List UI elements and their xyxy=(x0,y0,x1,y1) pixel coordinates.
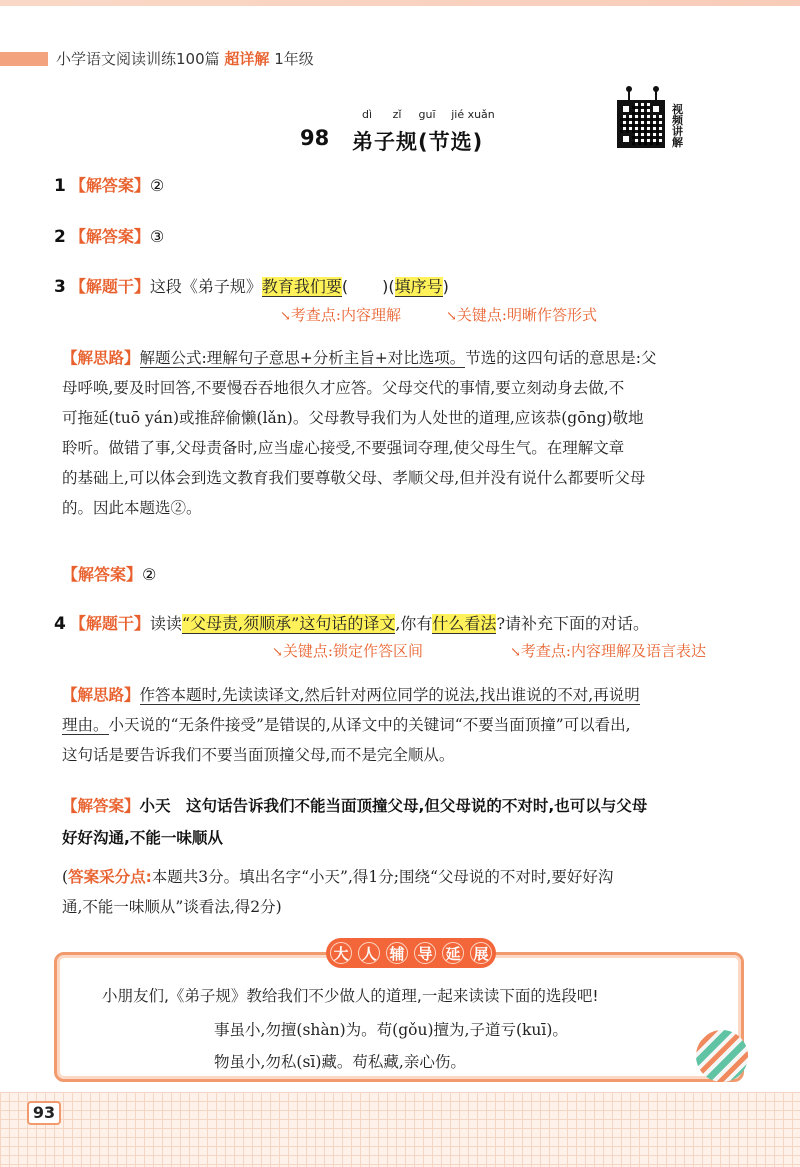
q4-number: 4 xyxy=(54,614,66,634)
title-pinyin xyxy=(352,108,504,121)
q4-score-line-2: 通,不能一味顺从”谈看法,得2分) xyxy=(62,898,282,916)
q3-think-line-2: 母呼唤,要及时回答,不要慢吞吞地很久才应答。父母交代的事情,要立刻动身去做,不 xyxy=(62,379,625,397)
q1-tag: 【解答案】 xyxy=(69,176,150,195)
q2-answer xyxy=(54,224,164,247)
qr-antenna-right xyxy=(655,90,657,102)
pinyin-jiexuan: jié xuǎn xyxy=(451,108,495,121)
page-number: 93 xyxy=(27,1101,61,1125)
qr-corner-tl xyxy=(620,103,632,115)
q3-think-line-5: 的基础上,可以体会到选文教育我们要尊敬父母、孝顺父母,但并没有说什么都要听父母 xyxy=(62,469,646,487)
q2-number: 2 xyxy=(54,227,66,247)
extension-verse-1: 事虽小,勿擅(shàn)为。苟(gǒu)擅为,子道亏(kuī)。 xyxy=(214,1021,568,1039)
q4-note-2: ↘考查点:内容理解及语言表达 xyxy=(510,642,706,660)
q3-stem xyxy=(54,274,449,297)
q4-note-1-text: 关键点:锁定作答区间 xyxy=(282,642,423,660)
q1-answer xyxy=(54,173,164,196)
q4-thinking xyxy=(62,680,752,770)
q4-think-underlined: 作答本题时,先读读译文,然后针对两位同学的说法,找出谁说的不对,再说明 xyxy=(139,686,640,704)
q4-answer-line-2: 好好沟通,不能一味顺从 xyxy=(62,829,223,847)
q3-answer-tag: 【解答案】 xyxy=(62,565,143,584)
q3-think-formula: 解题公式:理解句子意思+分析主旨+对比选项。 xyxy=(139,349,466,367)
q3-think-line-3: 可拖延(tuō yán)或推辞偷懒(lǎn)。父母教导我们为人处世的道理,应该恭(gōng)敬地 xyxy=(62,409,644,427)
q3-note-1: ↘考查点:内容理解 xyxy=(280,306,401,324)
q4-think-tag: 【解思路】 xyxy=(62,686,140,704)
q4-score-tag: 答案采分点: xyxy=(68,868,152,886)
q3-number: 3 xyxy=(54,277,66,297)
lesson-number: 98 xyxy=(300,126,330,150)
q4-stem-text-3: ?请补充下面的对话。 xyxy=(496,614,650,633)
q3-answer xyxy=(62,562,156,585)
q4-note-1: ↘关键点:锁定作答区间 xyxy=(272,642,423,660)
q4-think-underlined-2: 理由。 xyxy=(62,716,109,734)
q1-answer-mark: ② xyxy=(149,176,165,195)
qr-antenna-left xyxy=(628,90,630,102)
qr-corner-tr xyxy=(650,103,662,115)
running-header xyxy=(0,46,800,72)
pinyin-zi: zǐ xyxy=(392,108,402,121)
striped-ball-decor xyxy=(696,1030,748,1082)
q3-answer-mark: ② xyxy=(142,565,157,584)
header-book: 小学语文阅读训练100篇 xyxy=(56,50,220,68)
header-text xyxy=(56,48,314,69)
top-decor-line xyxy=(0,0,800,6)
q3-stem-paren-open: ( xyxy=(341,277,349,296)
q4-note-2-text: 考查点:内容理解及语言表达 xyxy=(520,642,706,660)
q3-think-tag: 【解思路】 xyxy=(62,349,140,367)
ext-title-char-1: 大 xyxy=(330,942,352,964)
q4-score-line-1: 本题共3分。填出名字“小天”,得1分;围绕“父母说的不对时,要好好沟 xyxy=(151,868,614,886)
q1-number: 1 xyxy=(54,176,66,196)
q3-stem-paren-close: ) xyxy=(442,277,449,296)
ext-title-char-5: 延 xyxy=(442,942,464,964)
q3-think-line-6: 的。因此本题选②。 xyxy=(62,499,202,517)
q3-note-2-text: 关键点:明晰作答形式 xyxy=(456,306,597,324)
pinyin-gui: guī xyxy=(418,108,436,121)
q4-score-paren: ( xyxy=(62,868,69,886)
ext-title-char-4: 导 xyxy=(414,942,436,964)
extension-title xyxy=(326,938,496,968)
q3-thinking xyxy=(62,343,752,523)
q4-answer xyxy=(62,790,752,854)
q3-stem-text: 这段《弟子规》 xyxy=(149,277,262,296)
q3-stem-tag: 【解题干】 xyxy=(69,277,150,296)
q4-stem-highlight-2: 什么看法 xyxy=(432,614,497,633)
header-accent-bar xyxy=(0,52,48,66)
extension-verse-2: 物虽小,勿私(sī)藏。苟私藏,亲心伤。 xyxy=(214,1053,466,1071)
header-accent: 超详解 xyxy=(224,50,270,68)
q3-note-2: ↘关键点:明晰作答形式 xyxy=(446,306,597,324)
q3-stem-paren: )( xyxy=(382,277,395,296)
q4-answer-tag: 【解答案】 xyxy=(62,797,140,815)
q3-stem-highlight: 教育我们要 xyxy=(261,277,342,296)
footer-grid xyxy=(0,1092,800,1167)
header-grade: 1年级 xyxy=(274,50,314,68)
q4-stem xyxy=(54,611,649,634)
q4-answer-line-1: 小天 这句话告诉我们不能当面顶撞父母,但父母说的不对时,也可以与父母 xyxy=(139,797,648,815)
q2-tag: 【解答案】 xyxy=(69,227,150,246)
ext-title-char-3: 辅 xyxy=(386,942,408,964)
pinyin-di: dì xyxy=(361,108,373,121)
ext-title-char-2: 人 xyxy=(358,942,380,964)
q3-think-line-4: 聆听。做错了事,父母责备时,应当虚心接受,不要强词夺理,使父母生气。在理解文章 xyxy=(62,439,625,457)
q4-think-line-1: 小天说的“无条件接受”是错误的,从译文中的关键词“不要当面顶撞”可以看出, xyxy=(108,716,631,734)
lesson-title-text: 弟子规(节选) xyxy=(352,130,484,154)
q3-stem-highlight-2: 填序号 xyxy=(394,277,443,296)
qr-corner-bl xyxy=(620,133,632,145)
q3-note-1-text: 考查点:内容理解 xyxy=(290,306,401,324)
q4-think-line-2: 这句话是要告诉我们不要当面顶撞父母,而不是完全顺从。 xyxy=(62,746,455,764)
ext-title-char-6: 展 xyxy=(470,942,492,964)
q3-think-line-1: 节选的这四句话的意思是:父 xyxy=(465,349,657,367)
q4-scoring xyxy=(62,862,752,922)
extension-intro: 小朋友们,《弟子规》教给我们不少做人的道理,一起来读读下面的选段吧! xyxy=(102,987,599,1005)
q4-stem-tag: 【解题干】 xyxy=(69,614,150,633)
q4-stem-highlight: “父母责,须顺承”这句话的译文 xyxy=(181,614,396,633)
qr-video-label: 视频讲解 xyxy=(672,103,683,149)
q2-answer-mark: ③ xyxy=(149,227,165,246)
lesson-title xyxy=(300,108,510,158)
q4-stem-text-2: ,你有 xyxy=(395,614,433,633)
q4-stem-text: 读读 xyxy=(149,614,182,633)
